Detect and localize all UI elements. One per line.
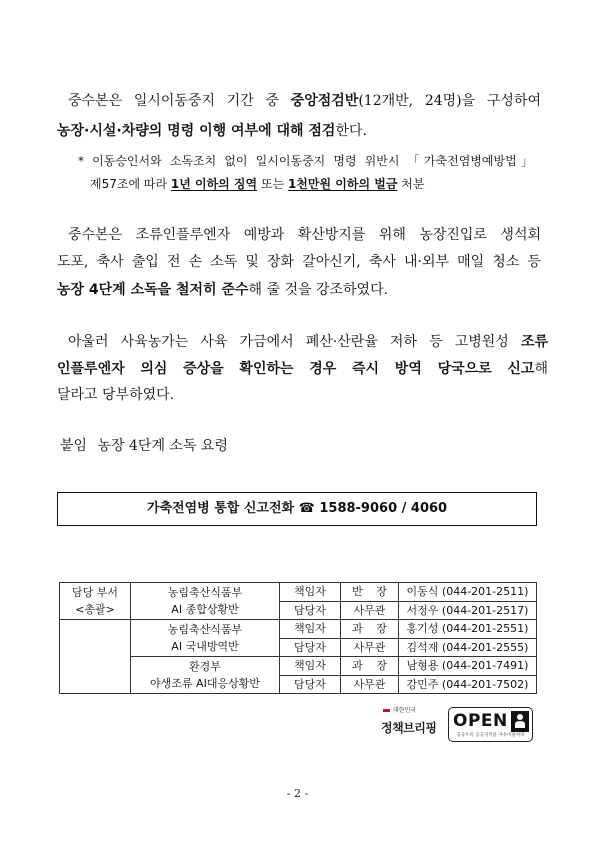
emphasis-run: 1천만원 이하의 벌금: [287, 177, 398, 191]
paragraph-line: [68, 332, 548, 352]
table-row: [60, 583, 537, 602]
emphasis-run: 1년 이하의 징역: [170, 177, 258, 191]
contacts-table: [59, 582, 537, 694]
text-run: 또는: [257, 177, 288, 191]
text-run: 한다.: [335, 123, 367, 139]
contact-cell: 강민주 (044-201-7502): [399, 675, 537, 694]
title-cell: 과 장: [341, 657, 399, 676]
policy-briefing-logo: [380, 707, 444, 742]
title-cell: 사무관: [341, 601, 399, 620]
department-sublabel: <총괄>: [75, 603, 115, 616]
person-icon-graphic: [511, 711, 529, 732]
role-cell: 책임자: [280, 657, 341, 676]
kogl-open-logo: [448, 707, 533, 742]
role-cell: 책임자: [280, 583, 341, 602]
role-cell: 책임자: [280, 620, 341, 639]
emphasis-run: 농장 4단계 소독을 철저히 준수: [57, 282, 249, 298]
text-run: (12개반, 24명)을 구성하여: [358, 93, 541, 109]
attachment-line: [60, 436, 228, 456]
emphasis-run: 농장·시설·차량의 명령 이행 여부에 대해 점검: [57, 123, 336, 139]
table-row: [60, 620, 537, 639]
paragraph-line: [68, 91, 541, 111]
page-number: - 2 -: [286, 787, 309, 800]
unit-org: 농림축산식품부: [167, 586, 243, 599]
logo-main-text: 정책브리핑: [381, 721, 437, 735]
title-cell: 사무관: [341, 638, 399, 657]
text-run: * 이동승인서와 소독조치 없이 일시이동중지 명령 위반시 「가축전염병예방법」: [78, 154, 533, 168]
unit-name: 야생조류 AI대응상황반: [150, 677, 260, 690]
unit-cell: [131, 583, 280, 620]
role-cell: 담당자: [280, 675, 341, 694]
person-icon: [511, 711, 529, 732]
contact-cell: 서정우 (044-201-2517): [399, 601, 537, 620]
paragraph-line: [57, 252, 541, 272]
paragraph-line: [57, 280, 541, 300]
text-run: 달라고 당부하였다.: [57, 387, 175, 403]
unit-name: AI 국내방역반: [171, 640, 239, 653]
note-line: [78, 151, 533, 171]
title-cell: 사무관: [341, 675, 399, 694]
attachment-label: 붙임: [60, 438, 88, 454]
contact-cell: 이동식 (044-201-2511): [399, 583, 537, 602]
paragraph-line: [57, 359, 548, 379]
title-cell: 반 장: [341, 583, 399, 602]
logo-small-text: 대한민국: [393, 707, 417, 714]
paragraph-line: [57, 121, 541, 141]
unit-org: 농림축산식품부: [167, 623, 243, 636]
hotline-box: [57, 492, 537, 526]
hotline-label: 가축전염병 통합 신고전화: [146, 501, 295, 516]
title-cell: 과 장: [341, 620, 399, 639]
attachment-title: 농장 4단계 소독 요령: [97, 438, 228, 454]
text-run: 해: [534, 361, 548, 377]
open-logo-caption: 공공누리 공공저작물 자유이용허락: [456, 733, 525, 738]
table-row: [60, 657, 537, 676]
emphasis-run: 중앙점검반: [290, 93, 359, 109]
open-logo-text: OPEN: [453, 711, 508, 731]
text-run: 도포, 축사 출입 전 손 소독 및 장화 갈아신기, 축사 내·외부 매일 청소 등: [57, 254, 541, 270]
empty-department-cell: [60, 620, 131, 694]
unit-name: AI 종합상황반: [171, 603, 239, 616]
logo-accent: [383, 709, 390, 712]
emphasis-run: 조류: [520, 334, 548, 350]
contact-cell: 홍기성 (044-201-2551): [399, 620, 537, 639]
paragraph-line: [68, 225, 541, 245]
phone-icon: ☎: [298, 501, 315, 516]
text-run: 중수본은 조류인플루엔자 예방과 확산방지를 위해 농장진입로 생석회: [68, 227, 541, 243]
department-header-cell: [60, 583, 131, 620]
contact-cell: 남형용 (044-201-7491): [399, 657, 537, 676]
text-run: 해 줄 것을 강조하였다.: [248, 282, 389, 298]
text-run: 중수본은 일시이동중지 기간 중: [68, 93, 291, 109]
text-run: 처분: [397, 177, 425, 191]
unit-org: 환경부: [189, 660, 221, 673]
role-cell: 담당자: [280, 638, 341, 657]
unit-cell: [131, 657, 280, 694]
unit-cell: [131, 620, 280, 657]
note-line: [90, 174, 533, 194]
department-label: 담당 부서: [71, 586, 118, 599]
text-run: 아울러 사육농가는 사육 가금에서 폐산·산란율 저하 등 고병원성: [68, 334, 521, 350]
emphasis-run: 인플루엔자 의심 증상을 확인하는 경우 즉시 방역 당국으로 신고: [57, 361, 535, 377]
text-run: 제57조에 따라: [90, 177, 171, 191]
paragraph-line: [57, 385, 548, 405]
contact-cell: 김석재 (044-201-2555): [399, 638, 537, 657]
hotline-numbers: 1588-9060 / 4060: [319, 501, 448, 516]
role-cell: 담당자: [280, 601, 341, 620]
